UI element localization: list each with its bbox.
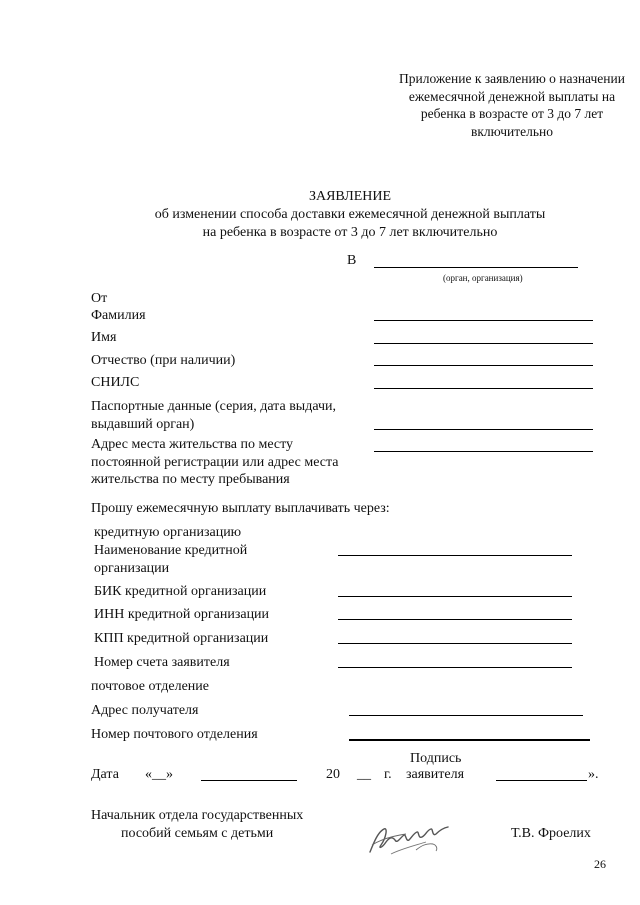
date-label: Дата	[91, 767, 119, 782]
address-label-line3: жительства по месту пребывания	[91, 472, 290, 487]
post-option[interactable]	[91, 679, 209, 695]
handwritten-signature	[366, 818, 452, 864]
date-year-blank: __	[357, 767, 371, 782]
date-year-suffix: г.	[384, 767, 392, 782]
inn-field[interactable]	[338, 619, 572, 620]
document-subtitle-line2: на ребенка в возрасте от 3 до 7 лет включительно	[202, 225, 498, 240]
bank-option-label: кредитную организацию	[94, 525, 242, 540]
from-label: От	[91, 291, 108, 306]
date-month-field[interactable]	[201, 780, 297, 781]
date-year-prefix: 20	[326, 767, 340, 782]
post-office-field[interactable]	[349, 739, 590, 741]
signature-field[interactable]	[496, 780, 587, 781]
appendix-note: Приложение к заявлению о назначении ежемесячной денежной выплаты на ребенка в возрасте от 3 до 7 лет включительно	[399, 71, 625, 139]
to-label: В	[347, 253, 357, 268]
bank-name-label-line2: организации	[94, 561, 170, 576]
passport-label-line1: Паспортные данные (серия, дата выдачи,	[91, 399, 337, 414]
request-text: Прошу ежемесячную выплату выплачивать через:	[91, 501, 390, 516]
account-field[interactable]	[338, 667, 572, 668]
date-day: «__»	[145, 767, 173, 782]
bik-field[interactable]	[338, 596, 572, 597]
document-subtitle-line1: об изменении способа доставки ежемесячной денежной выплаты	[154, 207, 546, 222]
patronymic-label: Отчество (при наличии)	[91, 353, 236, 368]
address-field[interactable]	[374, 451, 593, 452]
official-name: Т.В. Фроелих	[511, 826, 591, 841]
surname-field[interactable]	[374, 320, 593, 321]
bank-name-field[interactable]	[338, 555, 572, 556]
bank-name-label-line1: Наименование кредитной	[94, 543, 248, 558]
signature-label-line2: заявителя	[406, 767, 465, 782]
page-number: 26	[594, 857, 606, 871]
name-label: Имя	[91, 330, 117, 345]
kpp-label: КПП кредитной организации	[94, 631, 269, 646]
inn-label: ИНН кредитной организации	[94, 607, 270, 622]
post-option-label: почтовое отделение	[91, 679, 209, 694]
to-hint: (орган, организация)	[443, 273, 523, 283]
document-title: ЗАЯВЛЕНИЕ	[308, 189, 392, 204]
account-label: Номер счета заявителя	[94, 655, 230, 670]
surname-label: Фамилия	[91, 308, 146, 323]
patronymic-field[interactable]	[374, 365, 593, 366]
bank-option[interactable]	[94, 525, 241, 541]
address-label-line2: постоянной регистрации или адрес места	[91, 455, 339, 470]
snils-label: СНИЛС	[91, 375, 140, 390]
passport-label-line2: выдавший орган)	[91, 417, 195, 432]
signature-label-line1: Подпись	[410, 751, 462, 766]
recipient-address-label: Адрес получателя	[91, 703, 199, 718]
name-field[interactable]	[374, 343, 593, 344]
post-office-label: Номер почтового отделения	[91, 727, 258, 742]
date-closing: ».	[588, 767, 599, 782]
to-field[interactable]	[374, 267, 578, 268]
address-label-line1: Адрес места жительства по месту	[91, 437, 294, 452]
bik-label: БИК кредитной организации	[94, 584, 267, 599]
kpp-field[interactable]	[338, 643, 572, 644]
snils-field[interactable]	[374, 388, 593, 389]
official-position-line2: пособий семьям с детьми	[121, 826, 274, 841]
passport-field[interactable]	[374, 429, 593, 430]
recipient-address-field[interactable]	[349, 715, 583, 716]
official-position-line1: Начальник отдела государственных	[91, 808, 304, 823]
